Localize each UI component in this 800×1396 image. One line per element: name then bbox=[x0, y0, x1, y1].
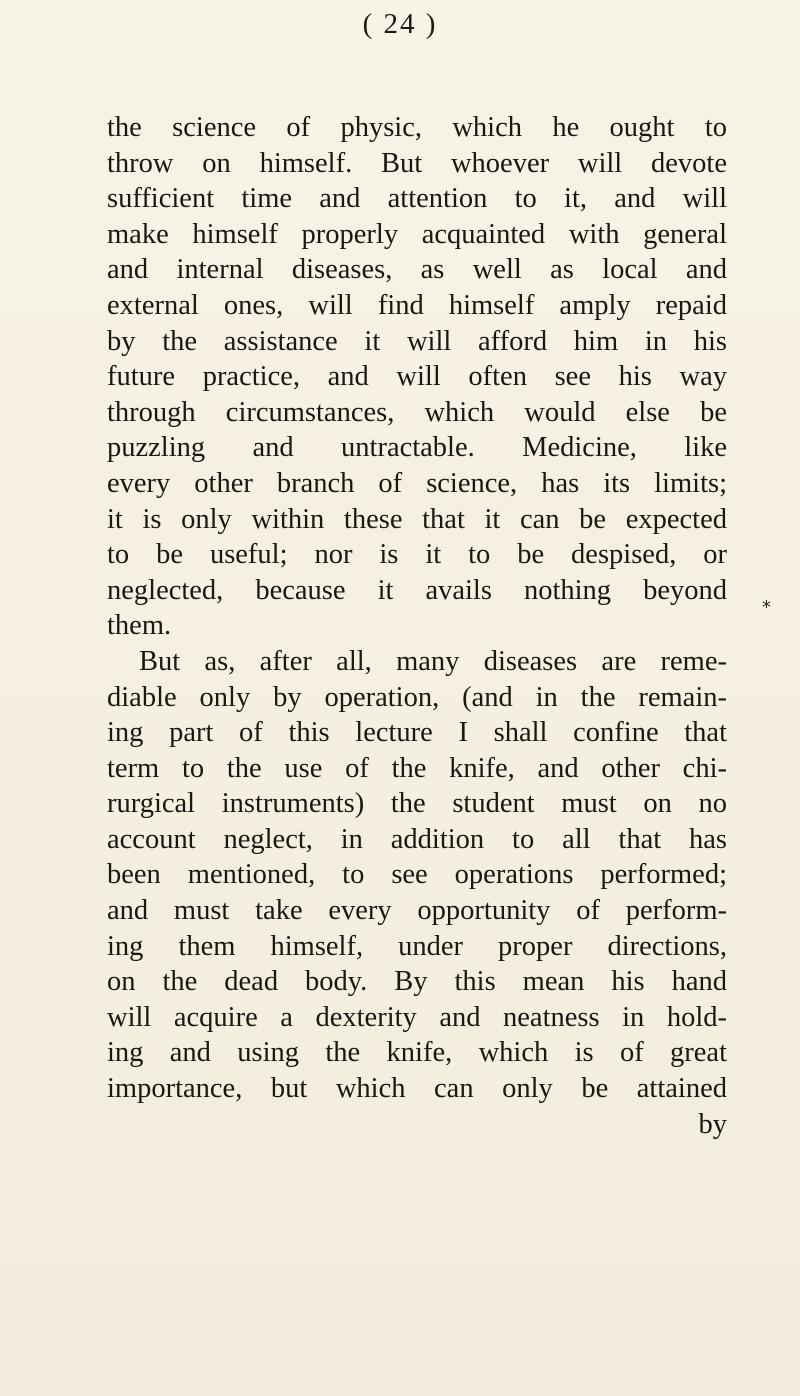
text-line: on the dead body. By this mean his hand bbox=[107, 966, 727, 998]
text-line: neglected, because it avails nothing beyond bbox=[107, 574, 727, 606]
text-line: puzzling and untractable. Medicine, like bbox=[107, 432, 727, 464]
text-line: through circumstances, which would else be bbox=[107, 396, 727, 428]
text-line: throw on himself. But whoever will devote bbox=[107, 147, 727, 179]
text-line: to be useful; nor is it to be despised, or bbox=[107, 539, 727, 571]
text-line: external ones, will find himself amply repaid bbox=[107, 289, 727, 321]
text-line: and internal diseases, as well as local and bbox=[107, 254, 727, 286]
text-line: account neglect, in addition to all that has bbox=[107, 823, 727, 855]
text-line: ing part of this lecture I shall confine that bbox=[107, 717, 727, 749]
text-line: by the assistance it will afford him in his bbox=[107, 325, 727, 357]
text-line: sufficient time and attention to it, and will bbox=[107, 183, 727, 215]
text-line: rurgical instruments) the student must on no bbox=[107, 788, 727, 820]
text-line: term to the use of the knife, and other chi- bbox=[107, 752, 727, 784]
text-line: them. bbox=[107, 610, 172, 642]
catchword: by bbox=[698, 1108, 727, 1140]
text-line: every other branch of science, has its limits; bbox=[107, 467, 727, 499]
text-line: But as, after all, many diseases are reme- bbox=[139, 645, 727, 677]
text-line: importance, but which can only be attained bbox=[107, 1073, 727, 1105]
text-line: will acquire a dexterity and neatness in hold- bbox=[107, 1001, 727, 1033]
margin-mark: * bbox=[762, 597, 771, 618]
text-line: diable only by operation, (and in the remain- bbox=[107, 681, 727, 713]
text-line: it is only within these that it can be expected bbox=[107, 503, 727, 535]
text-line: ing them himself, under proper directions, bbox=[107, 930, 727, 962]
body-text bbox=[107, 110, 727, 1142]
page-number: ( 24 ) bbox=[362, 8, 438, 40]
text-line: been mentioned, to see operations performed; bbox=[107, 859, 727, 891]
text-line: make himself properly acquainted with general bbox=[107, 218, 727, 250]
text-line: the science of physic, which he ought to bbox=[107, 112, 727, 143]
text-line: future practice, and will often see his way bbox=[107, 361, 727, 393]
text-line: and must take every opportunity of perform- bbox=[107, 895, 727, 927]
text-line: ing and using the knife, which is of great bbox=[107, 1037, 727, 1069]
